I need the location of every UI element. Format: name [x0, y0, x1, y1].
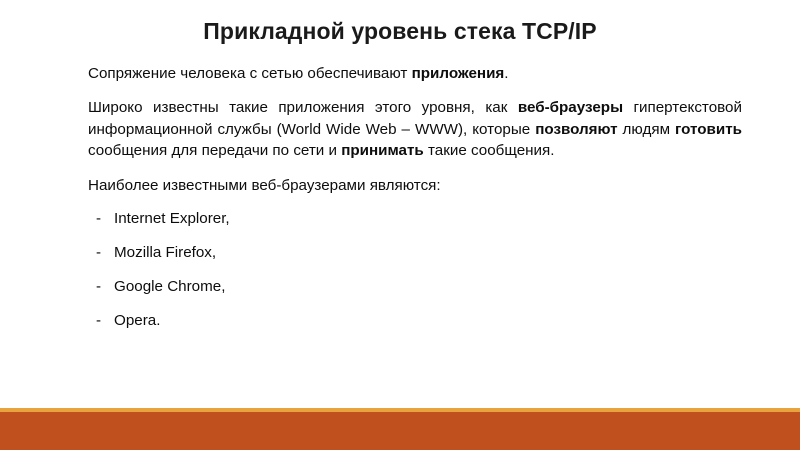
- body-text: Сопряжение человека с сетью обеспечивают: [88, 64, 412, 82]
- body-text: Широко известны такие приложения этого уровня, как: [88, 99, 518, 117]
- browser-list: [88, 209, 742, 332]
- emphasis-text: готовить: [675, 120, 742, 138]
- list-item-label: Internet Explorer,: [114, 210, 230, 228]
- emphasis-text: веб-браузеры: [517, 99, 624, 117]
- list-item: [88, 277, 742, 298]
- body-text: .: [504, 64, 509, 82]
- paragraph-3: [88, 175, 742, 197]
- emphasis-text: принимать: [341, 142, 424, 160]
- list-item: [88, 243, 742, 264]
- page-title: Прикладной уровень стека TCP/IP: [203, 18, 597, 44]
- list-item-label: Google Chrome,: [114, 278, 226, 296]
- body-text: гипертекстовой информационной службы (World Wide Web – WWW), которые: [88, 99, 742, 138]
- emphasis-text: позволяют: [535, 120, 618, 138]
- slide-body: [0, 63, 800, 333]
- body-text: людям: [617, 120, 675, 138]
- list-item-label: Opera.: [114, 312, 161, 330]
- list-item-label: Mozilla Firefox,: [114, 244, 217, 262]
- body-text: Наиболее известными веб-браузерами являются:: [88, 176, 441, 194]
- footer-bar: [0, 412, 800, 450]
- list-item: [88, 209, 742, 230]
- list-marker: -: [96, 278, 102, 296]
- body-text: сообщения для передачи по сети и: [88, 142, 342, 160]
- paragraph-1: [88, 63, 742, 85]
- paragraph-2: [88, 97, 742, 162]
- list-marker: -: [96, 210, 102, 228]
- emphasis-text: приложения: [411, 64, 505, 82]
- list-item: [88, 311, 742, 332]
- body-text: такие сообщения.: [423, 142, 555, 160]
- list-marker: -: [96, 244, 102, 262]
- list-marker: -: [96, 312, 102, 330]
